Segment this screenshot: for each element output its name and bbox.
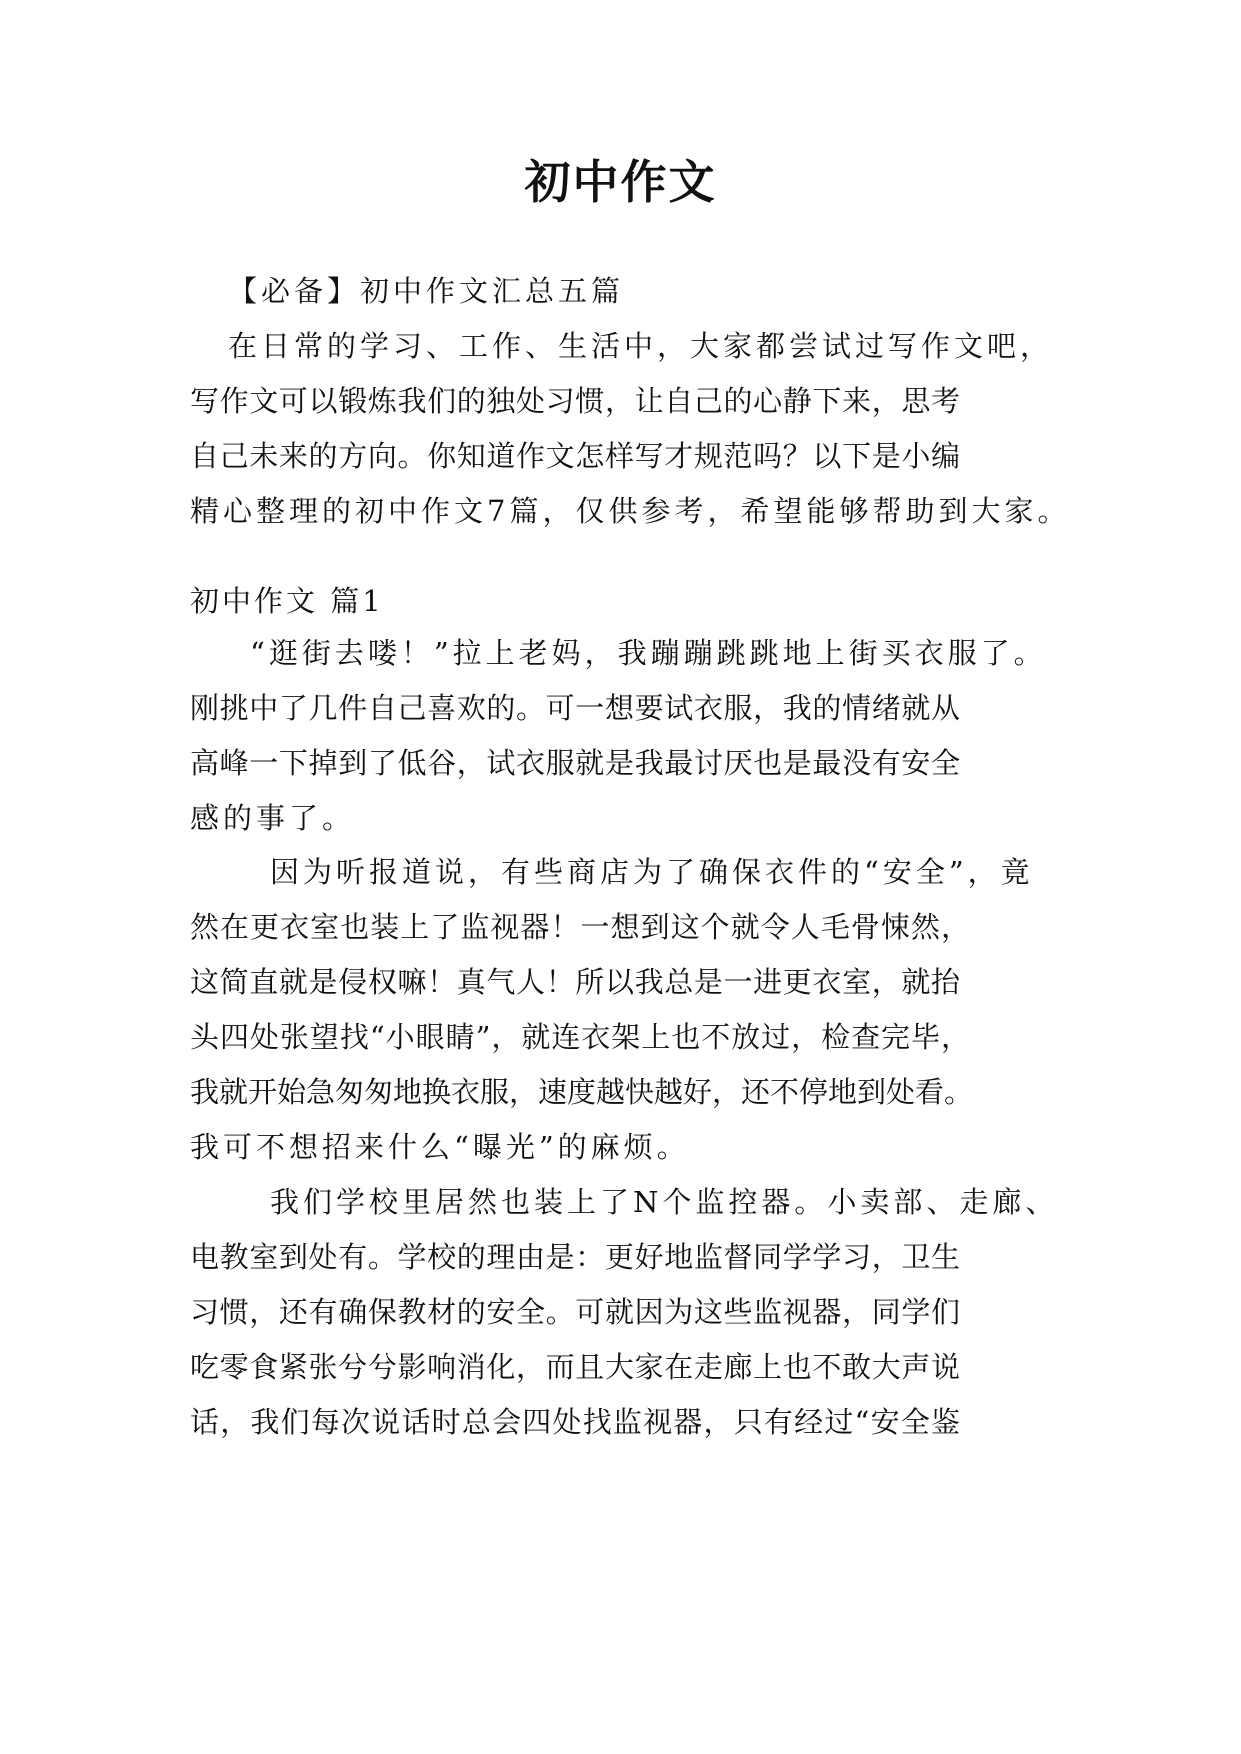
paragraph-2-line-3: 这简直就是侵权嘛！真气人！所以我总是一进更衣室，就抬 bbox=[190, 965, 960, 999]
intro-line-3: 自己未来的方向。你知道作文怎样写才规范吗？以下是小编 bbox=[190, 439, 960, 473]
paragraph-2-line-2: 然在更衣室也装上了监视器！一想到这个就令人毛骨悚然， bbox=[190, 910, 970, 944]
paragraph-1-line-2: 刚挑中了几件自己喜欢的。可一想要试衣服，我的情绪就从 bbox=[190, 691, 960, 725]
paragraph-2-line-5: 我就开始急匆匆地换衣服，速度越快越好，还不停地到处看。 bbox=[190, 1075, 974, 1109]
document-title: 初中作文 bbox=[524, 155, 717, 209]
paragraph-3-line-5: 话，我们每次说话时总会四处找监视器，只有经过“安全鉴 bbox=[190, 1405, 960, 1439]
paragraph-1-line-1: “逛街去喽！”拉上老妈，我蹦蹦跳跳地上街买衣服了。 bbox=[250, 636, 1047, 670]
paragraph-1-line-4: 感的事了。 bbox=[190, 801, 356, 835]
paragraph-3-line-4: 吃零食紧张兮兮影响消化，而且大家在走廊上也不敢大声说 bbox=[190, 1350, 960, 1384]
paragraph-2-line-4: 头四处张望找“小眼睛”，就连衣架上也不放过，检查完毕， bbox=[190, 1020, 970, 1054]
paragraph-3-line-3: 习惯，还有确保教材的安全。可就因为这些监视器，同学们 bbox=[190, 1295, 960, 1329]
paragraph-3-line-2: 电教室到处有。学校的理由是：更好地监督同学学习，卫生 bbox=[190, 1240, 960, 1274]
paragraph-1-line-3: 高峰一下掉到了低谷，试衣服就是我最讨厌也是最没有安全 bbox=[190, 746, 960, 780]
intro-line-2: 写作文可以锻炼我们的独处习惯，让自己的心静下来，思考 bbox=[190, 384, 960, 418]
paragraph-2-line-6: 我可不想招来什么“曝光”的麻烦。 bbox=[190, 1130, 690, 1164]
intro-line-1: 在日常的学习、工作、生活中，大家都尝试过写作文吧， bbox=[228, 329, 1054, 363]
intro-line-4: 精心整理的初中作文7篇，仅供参考，希望能够帮助到大家。 bbox=[190, 494, 1071, 528]
section-heading: 初中作文 篇1 bbox=[190, 584, 384, 618]
document-subtitle: 【必备】初中作文汇总五篇 bbox=[228, 274, 625, 308]
paragraph-3-line-1: 我们学校里居然也装上了N个监控器。小卖部、走廊、 bbox=[270, 1185, 1059, 1219]
paragraph-2-line-1: 因为听报道说，有些商店为了确保衣件的“安全”，竟 bbox=[270, 855, 1034, 889]
